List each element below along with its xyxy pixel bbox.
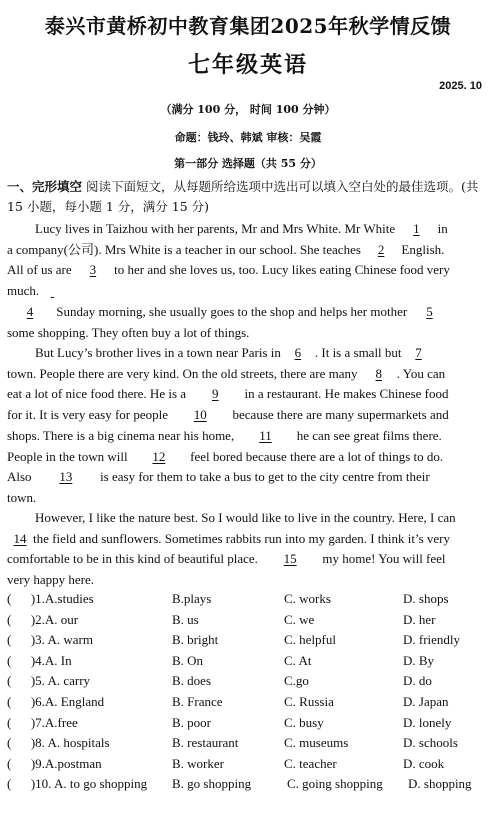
option-b: B. On bbox=[172, 652, 204, 668]
option-d: D. By bbox=[403, 652, 435, 668]
option-row bbox=[7, 591, 493, 612]
answer-blank: 6 bbox=[294, 345, 302, 360]
answer-slot[interactable]: ( )8. A. hospitals bbox=[7, 735, 110, 751]
answer-slot[interactable]: ( )1.A.studies bbox=[7, 591, 94, 606]
option-d: D. do bbox=[403, 673, 432, 689]
passage-line: very happy here. bbox=[7, 572, 94, 588]
option-c: C. busy bbox=[284, 714, 324, 730]
passage-line: comfortable to be in this kind of beautiful place. 15 my home! You will feel bbox=[7, 549, 483, 570]
passage-line: 14 the field and sunflowers. Sometimes rabbits run into my garden. I think it’s very bbox=[7, 529, 483, 550]
answer-blank: 7 bbox=[415, 345, 422, 360]
section-heading bbox=[7, 177, 489, 217]
option-c: C.go bbox=[284, 673, 309, 689]
answer-slot[interactable]: ( )7.A.free bbox=[7, 714, 78, 730]
section-name: 完形填空 bbox=[32, 179, 83, 194]
option-b: B. restaurant bbox=[172, 735, 239, 751]
option-d: D. friendly bbox=[403, 632, 461, 648]
option-c: C. we bbox=[284, 611, 315, 627]
option-d: D. Japan bbox=[403, 693, 449, 709]
answer-blank: 2 bbox=[377, 241, 385, 257]
options-list bbox=[7, 591, 493, 797]
answer-slot[interactable]: ( )6.A. England bbox=[7, 693, 105, 709]
answer-slot[interactable]: ( )4.A. In bbox=[7, 652, 72, 668]
option-b: B. France bbox=[172, 693, 223, 709]
option-row bbox=[7, 735, 493, 756]
passage-line: town. bbox=[7, 489, 37, 505]
passage-paragraph-1 bbox=[7, 219, 483, 343]
option-row bbox=[7, 776, 493, 797]
passage-line: However, I like the nature best. So I would like to live in the country. Here, I can bbox=[35, 510, 456, 525]
answer-blank: 13 bbox=[59, 469, 73, 485]
section-instruction: 阅读下面短文，从每题所给选项中选出可以填入空白处的最佳选项。(共 15 小题，每小题 1 分，满分 15 分) bbox=[7, 179, 479, 214]
passage-line: Also 13 is easy for them to take a bus to get to the city centre from their bbox=[7, 467, 483, 488]
answer-blank: 5 bbox=[426, 303, 433, 319]
option-b: B. go shopping bbox=[172, 776, 252, 792]
answer-blank: 3 bbox=[89, 262, 97, 278]
answer-blank bbox=[42, 281, 62, 302]
answer-blank: 10 bbox=[193, 407, 207, 423]
passage-line: a company(公司). Mrs White is a teacher in our school. She teaches 2 English. bbox=[7, 240, 483, 261]
answer-blank: 11 bbox=[259, 427, 272, 443]
option-c: C. At bbox=[284, 652, 312, 668]
answer-blank: 4 bbox=[26, 303, 34, 319]
passage-line: eat a lot of nice food there. He is a 9 in a restaurant. He makes Chinese food bbox=[7, 384, 483, 405]
option-row bbox=[7, 756, 493, 777]
option-row bbox=[7, 653, 493, 674]
option-b: B. us bbox=[172, 611, 199, 627]
exam-title: 泰兴市黄桥初中教育集团2025年秋学情反馈 bbox=[44, 14, 452, 38]
option-c: C. helpful bbox=[284, 632, 336, 648]
option-c: C. going shopping bbox=[287, 776, 383, 792]
passage-paragraph-2 bbox=[7, 343, 483, 509]
option-b: B. bright bbox=[172, 632, 219, 648]
option-row bbox=[7, 673, 493, 694]
option-row bbox=[7, 632, 493, 653]
option-d: D. shopping bbox=[408, 776, 472, 792]
option-row bbox=[7, 694, 493, 715]
option-b: B. does bbox=[172, 673, 211, 689]
option-d: D. shops bbox=[403, 591, 449, 606]
passage-line: People in the town will 12 feel bored because there are a lot of things to do. bbox=[7, 447, 483, 468]
passage-line: some shopping. They often buy a lot of things. bbox=[7, 324, 250, 340]
part-heading: 第一部分 选择题（共 55 分） bbox=[174, 157, 322, 170]
answer-blank: 8 bbox=[375, 365, 383, 381]
passage-line: But Lucy’s brother lives in a town near Paris in 6 . It is a small but 7 bbox=[7, 343, 483, 364]
answer-blank: 15 bbox=[283, 551, 297, 567]
score-time-note: （满分 100 分， 时间 100 分钟） bbox=[160, 103, 336, 116]
answer-blank: 1 bbox=[413, 221, 420, 236]
option-b: B. poor bbox=[172, 714, 211, 730]
passage-line: much. bbox=[7, 281, 483, 302]
answer-blank: 14 bbox=[13, 530, 27, 546]
passage-line: Lucy lives in Taizhou with her parents, Mr and Mrs White. Mr White 1 in bbox=[7, 219, 483, 240]
passage-line: 4 Sunday morning, she usually goes to the shop and helps her mother 5 bbox=[7, 302, 483, 323]
option-b: B.plays bbox=[172, 591, 212, 606]
option-d: D. cook bbox=[403, 755, 445, 771]
exam-date: 2025. 10 bbox=[439, 80, 482, 92]
answer-slot[interactable]: ( )9.A.postman bbox=[7, 755, 102, 771]
subject-title: 七年级英语 bbox=[187, 52, 308, 78]
passage-line: town. People there are very kind. On the old streets, there are many 8 . You can bbox=[7, 364, 483, 385]
passage-line: for it. It is very easy for people 10 because there are many supermarkets and bbox=[7, 405, 483, 426]
option-c: C. works bbox=[284, 591, 331, 606]
passage-line: shops. There is a big cinema near his home, 11 he can see great films there. bbox=[7, 426, 483, 447]
option-c: C. Russia bbox=[284, 693, 334, 709]
answer-slot[interactable]: ( )5. A. carry bbox=[7, 673, 91, 689]
option-c: C. museums bbox=[284, 735, 349, 751]
option-d: D. her bbox=[403, 611, 436, 627]
authors-line: 命题：钱玲、韩斌 审核：吴霞 bbox=[174, 131, 322, 144]
answer-slot[interactable]: ( )3. A. warm bbox=[7, 632, 93, 648]
passage-paragraph-3 bbox=[7, 508, 483, 591]
answer-blank: 9 bbox=[212, 386, 219, 402]
section-number: 一、 bbox=[7, 179, 33, 194]
option-d: D. schools bbox=[403, 735, 458, 751]
option-d: D. lonely bbox=[403, 714, 452, 730]
passage-line: All of us are 3 to her and she loves us, too. Lucy likes eating Chinese food very bbox=[7, 260, 483, 281]
answer-blank: 12 bbox=[152, 448, 166, 464]
option-row bbox=[7, 715, 493, 736]
option-row bbox=[7, 612, 493, 633]
option-c: C. teacher bbox=[284, 755, 337, 771]
answer-slot[interactable]: ( )2.A. our bbox=[7, 611, 79, 627]
option-b: B. worker bbox=[172, 755, 224, 771]
answer-slot[interactable]: ( )10. A. to go shopping bbox=[7, 776, 148, 792]
